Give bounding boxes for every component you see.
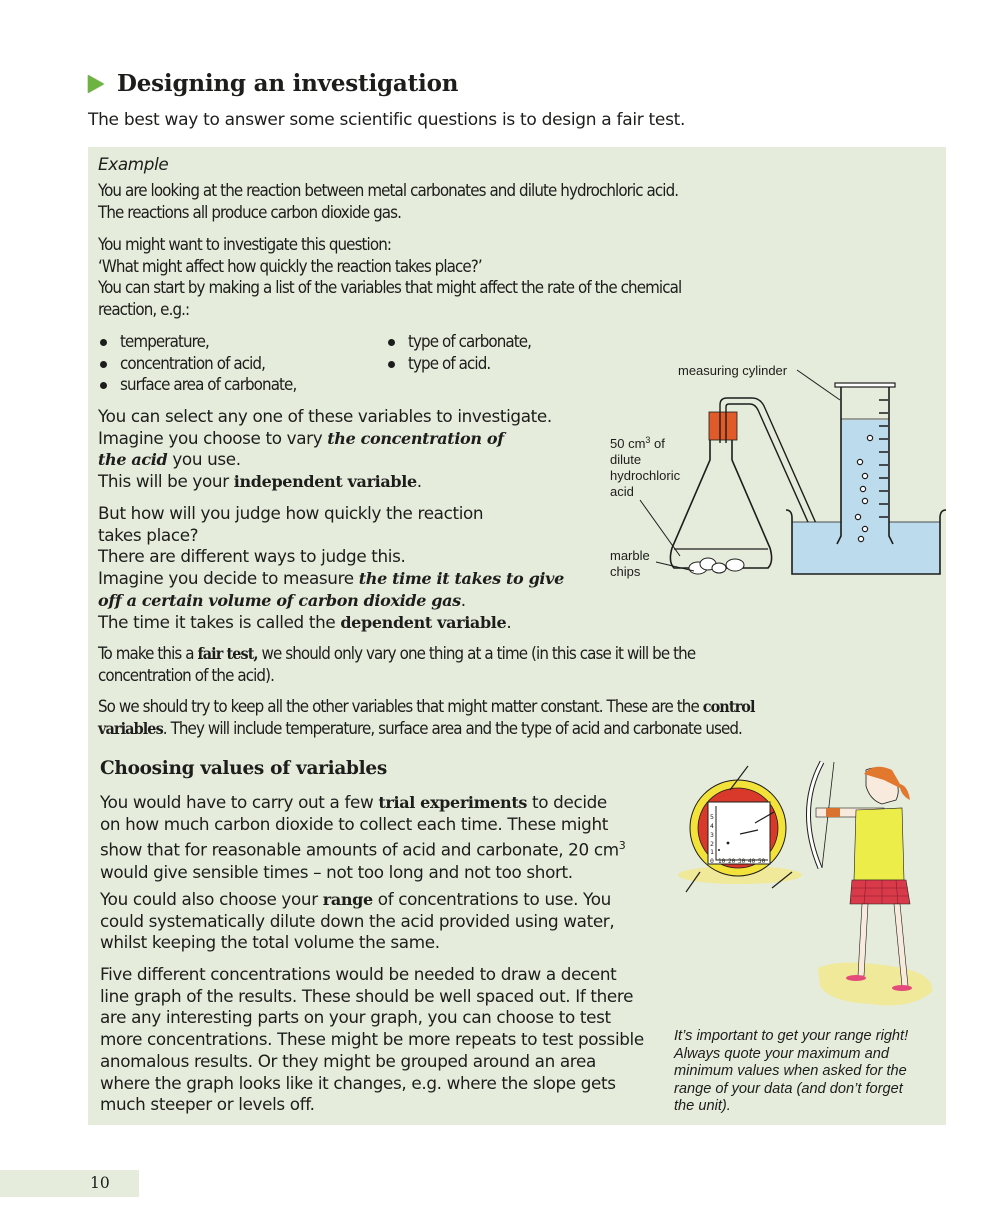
text-line: You are looking at the reaction between metal carbonates and dilute hydrochloric acid. [98,180,679,200]
label-measuring-cylinder: measuring cylinder [678,363,788,378]
text-line: would give sensible times – not too long and not too short. [100,861,573,882]
term-independent-variable: independent variable [233,472,417,492]
conical-flask [670,412,771,568]
list-item: surface area of carbonate, [98,374,296,396]
list-item: temperature, [98,331,296,353]
svg-text:20: 20 [728,858,736,865]
example-label: Example [98,154,169,174]
svg-text:30: 30 [738,858,746,865]
paragraph [98,643,695,686]
paragraph [98,503,564,633]
svg-text:50: 50 [758,858,766,865]
section-heading [88,70,458,97]
text-line: You might want to investigate this question: [98,234,392,254]
apparatus-diagram [590,350,950,600]
text-line: anomalous results. Or they might be grouped around an area [100,1050,596,1071]
label-acid-line: acid [610,484,634,499]
label-marble-chips: marble [610,548,650,563]
svg-text:0: 0 [710,857,714,865]
target-graph-x-ticks [718,858,766,865]
text-line: where the graph looks like it changes, e.g. where the slope gets [100,1072,616,1093]
text-line: the acid you use. [98,449,241,470]
text-line: are any interesting parts on your graph, you can choose to test [100,1007,611,1028]
list-item: concentration of acid, [98,353,296,375]
illustration-caption [674,1028,908,1116]
marble-chips [689,558,744,574]
text-line: You can start by making a list of the variables that might affect the rate of the chemical [98,277,682,298]
svg-text:1: 1 [710,848,714,856]
svg-text:5: 5 [710,813,714,821]
paragraph [98,234,681,321]
text-line: You can select any one of these variables to investigate. [98,406,552,426]
page-title: Designing an investigation [117,70,459,97]
text-line: concentration of the acid). [98,664,274,685]
svg-text:4: 4 [710,822,714,830]
text-line: The reactions all produce carbon dioxide gas. [98,201,401,222]
caption-line: Always quote your maximum and [674,1045,889,1062]
text-line: So we should try to keep all the other variables that might matter constant. These are the control [98,696,755,716]
label-acid-line: dilute [610,452,642,467]
paragraph [100,964,644,1116]
text-line: more concentrations. These might be more repeats to test possible [100,1029,644,1050]
term-control-variables: control [702,697,755,716]
section-subheading: Choosing values of variables [100,758,387,779]
svg-text:2: 2 [710,840,714,848]
text-line: much steeper or levels off. [100,1094,315,1115]
svg-text:3: 3 [710,831,714,839]
text-line: could systematically dilute down the acid provided using water, [100,910,615,931]
text-line: on how much carbon dioxide to collect each time. These might [100,813,608,834]
text-line: line graph of the results. These should be well spaced out. If there [100,985,634,1006]
text-line: Imagine you choose to vary the concentration of [98,427,504,448]
text-line: Imagine you decide to measure the time it takes to give [98,568,564,589]
text-line: off a certain volume of carbon dioxide gas. [98,589,466,610]
text-line: There are different ways to judge this. [98,546,406,567]
label-marble-chips: chips [610,564,641,579]
ground-patch [818,962,932,1005]
text-line: To make this a fair test, we should only vary one thing at a time (in this case it will be the [98,643,696,663]
page-number-tab [0,1170,139,1197]
text-line: But how will you judge how quickly the reaction [98,503,484,523]
text-line: variables. They will include temperature, surface area and the type of acid and carbonate used. [98,717,742,738]
paragraph [100,889,614,954]
term-fair-test: fair test, [197,644,258,663]
text-line: The time it takes is called the dependent variable. [98,611,512,632]
caption-line: the unit). [674,1098,731,1115]
caption-line: minimum values when asked for the [674,1063,907,1080]
paragraph [98,180,678,223]
text-line: Five different concentrations would be needed to draw a decent [100,964,617,984]
text-line: ‘What might affect how quickly the reaction takes place?’ [98,255,482,276]
label-acid: 50 $cm^3$ of [610,435,665,451]
paragraph [100,792,625,883]
triangle-right-icon [88,75,104,93]
text-line: takes place? [98,524,199,545]
archer-illustration [670,760,950,1020]
caption-line: range of your data (and don’t forget [674,1080,903,1097]
text-line: This will be your independent variable. [98,471,422,492]
caption-line: It’s important to get your range right! [674,1028,909,1044]
text-line: You could also choose your range of concentrations to use. You [100,889,611,909]
variables-list-col2 [386,331,531,374]
stopper [709,412,737,440]
text-line: whilst keeping the total volume the same. [100,932,440,953]
term-trial-experiments: trial experiments [378,793,528,812]
text-line: You would have to carry out a few trial experiments to decide [100,792,607,812]
paragraph [98,696,755,739]
variables-list-col1 [98,331,296,396]
archery-target [690,780,786,876]
svg-text:40: 40 [748,858,756,865]
text-line: show that for reasonable amounts of acid and carbonate, 20 $cm^3$ [100,839,626,860]
list-item: type of carbonate, [386,331,531,353]
intro-text: The best way to answer some scientific questions is to design a fair test. [88,110,686,130]
label-acid-line: hydrochloric [610,468,681,483]
archer-figure [808,762,912,991]
list-item: type of acid. [386,353,531,375]
page-number: 10 [90,1174,110,1192]
term-dependent-variable: dependent variable [340,612,507,632]
text-line: reaction, e.g.: [98,299,190,320]
measuring-cylinder [835,383,895,544]
svg-text:10: 10 [718,858,726,865]
term-range: range [322,890,373,909]
paragraph [98,406,552,493]
